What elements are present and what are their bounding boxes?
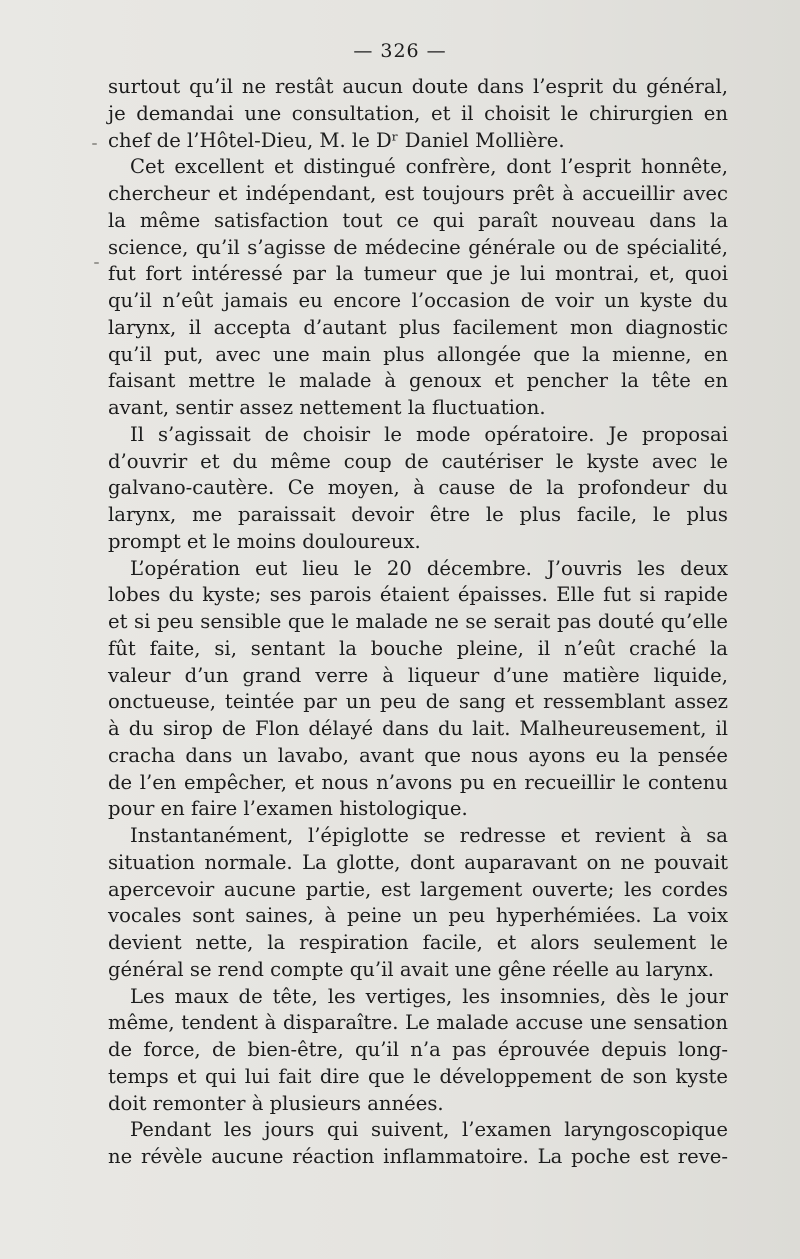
text-line: et si peu sensible que le malade ne se serait pas douté qu’elle [108,610,728,633]
text-line: chercheur et indépendant, est toujours prêt à accueillir avec [108,182,728,205]
text-line: apercevoir aucune partie, est largement ouverte; les cordes [108,877,728,901]
margin-mark [92,143,97,145]
text-line: je demandai une consultation, et il choisit le chirurgien en [108,101,728,125]
text-line: Instantanément, l’épiglotte se redresse et revient à sa [130,824,728,847]
text-line: prompt et le moins douloureux. [108,529,421,553]
text-line: de l’en empêcher, et nous n’avons pu en recueillir le contenu [108,770,728,794]
text-line: Cet excellent et distingué confrère, dont l’esprit honnête, [130,155,728,179]
text-line: situation normale. La glotte, dont auparavant on ne pouvait [108,850,728,874]
paragraph [108,556,728,824]
paragraph [108,984,728,1118]
text-line: qu’il n’eût jamais eu encore l’occasion de voir un kyste du [108,289,728,312]
text-line: Pendant les jours qui suivent, l’examen laryngoscopique [130,1118,728,1142]
text-line: L’opération eut lieu le 20 décembre. J’ouvris les deux [130,556,728,580]
text-line: fut fort intéressé par la tumeur que je lui montrai, et, quoi [108,262,728,286]
text-line: cracha dans un lavabo, avant que nous ayons eu la pensée [108,743,728,767]
text-line: général se rend compte qu’il avait une gêne réelle au larynx. [108,957,715,981]
text-line: temps et qui lui fait dire que le développement de son kyste [108,1064,728,1088]
text-line: chef de l’Hôtel-Dieu, M. le Dʳ Daniel Mollière. [108,128,565,152]
text-line: Les maux de tête, les vertiges, les insomnies, dès le jour [130,984,728,1008]
text-line: à du sirop de Flon délayé dans du lait. Malheureusement, il [108,717,728,740]
text-line: de force, de bien-être, qu’il n’a pas éprouvée depuis long- [108,1038,728,1061]
text-line: onctueuse, teintée par un peu de sang et ressemblant assez [108,690,728,714]
body-text [108,74,728,1171]
page-number: — 326 — [353,40,447,62]
text-line: doit remonter à plusieurs années. [108,1091,444,1115]
text-line: larynx, me paraissait devoir être le plus facile, le plus [108,503,728,526]
paragraph [108,422,728,556]
text-line: larynx, il accepta d’autant plus facilement mon diagnostic [108,315,728,339]
paragraph [108,823,728,984]
text-line: lobes du kyste; ses parois étaient épaisses. Elle fut si rapide [108,583,728,607]
text-line: Il s’agissait de choisir le mode opératoire. Je proposai [130,422,728,446]
text-line: science, qu’il s’agisse de médecine générale ou de spécialité, [108,235,728,259]
text-line: pour en faire l’examen histologique. [108,797,468,821]
text-line: la même satisfaction tout ce qui paraît nouveau dans la [108,208,728,232]
text-line: ne révèle aucune réaction inflammatoire. La poche est reve- [108,1145,728,1168]
text-line: qu’il put, avec une main plus allongée que la mienne, en [108,342,728,366]
paragraph [108,154,728,422]
text-line: vocales sont saines, à peine un peu hyperhémiées. La voix [108,904,728,928]
text-line: même, tendent à disparaître. Le malade accuse une sensation [108,1011,728,1035]
text-line: fût faite, si, sentant la bouche pleine, il n’eût craché la [108,636,728,660]
margin-mark [94,262,99,264]
text-line: faisant mettre le malade à genoux et pencher la tête en [108,369,728,393]
text-line: d’ouvrir et du même coup de cautériser le kyste avec le [108,449,728,473]
paragraph [108,1117,728,1171]
text-line: valeur d’un grand verre à liqueur d’une matière liquide, [108,663,728,687]
text-line: devient nette, la respiration facile, et alors seulement le [108,931,728,954]
text-line: surtout qu’il ne restât aucun doute dans l’esprit du général, [108,75,728,98]
text-line: avant, sentir assez nettement la fluctuation. [108,396,546,419]
paragraph [108,74,728,154]
text-line: galvano-cautère. Ce moyen, à cause de la profondeur du [108,476,728,500]
